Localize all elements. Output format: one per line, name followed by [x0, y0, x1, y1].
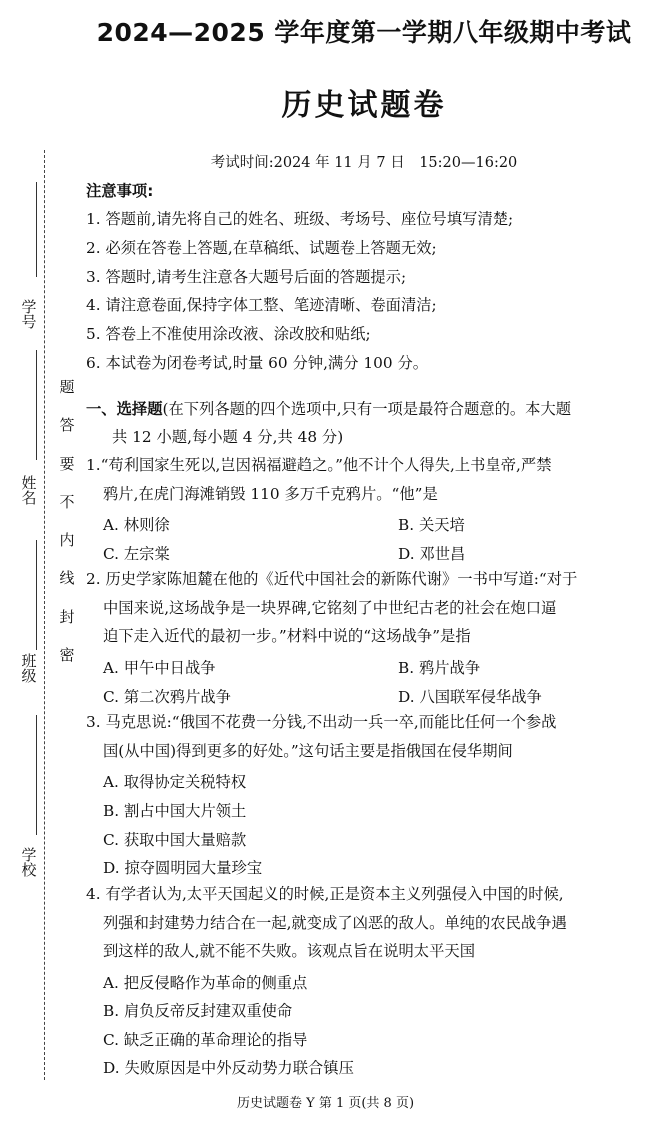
question-1-option-b: B. 关天培 [398, 516, 465, 534]
question-1-stem: 1.“苟利国家生死以,岂因祸福避趋之。”他不计个人得失,上书皇帝,严禁 [86, 456, 552, 474]
section-1-instruction-line-2: 共 12 小题,每小题 4 分,共 48 分) [112, 428, 344, 446]
question-4-stem: 列强和封建势力结合在一起,就变成了凶恶的敌人。单纯的农民战争遇 [103, 914, 567, 932]
question-2-option-c: C. 第二次鸦片战争 [103, 688, 231, 706]
exam-time: 考试时间:2024 年 11 月 7 日 15:20—16:20 [210, 155, 518, 171]
binding-margin [0, 0, 85, 1122]
field-label-school: 学校 [21, 846, 37, 879]
field-label-name: 姓名 [21, 474, 37, 507]
question-1-option-c: C. 左宗棠 [103, 545, 170, 563]
question-4-option-b: B. 肩负反帝反封建双重使命 [103, 1002, 293, 1020]
question-4-stem: 4. 有学者认为,太平天国起义的时候,正是资本主义列强侵入中国的时候, [86, 885, 564, 903]
note-item: 4. 请注意卷面,保持字体工整、笔迹清晰、卷面清洁; [86, 296, 437, 314]
student-id-blank [36, 182, 37, 277]
note-item: 3. 答题时,请考生注意各大题号后面的答题提示; [86, 268, 407, 286]
school-blank [36, 715, 37, 835]
question-1-option-d: D. 邓世昌 [398, 545, 466, 563]
seal-line [44, 150, 45, 1080]
note-item: 1. 答题前,请先将自己的姓名、班级、考场号、座位号填写清楚; [86, 210, 514, 228]
question-2-option-d: D. 八国联军侵华战争 [398, 688, 542, 706]
field-label-class: 班级 [21, 652, 37, 685]
question-2-stem: 迫下走入近代的最初一步。”材料中说的“这场战争”是指 [103, 627, 471, 645]
question-2-option-a: A. 甲午中日战争 [103, 659, 216, 677]
exam-title: 2024—2025 学年度第一学期八年级期中考试 [96, 18, 632, 47]
section-1-instruction-line-1: 一、选择题(在下列各题的四个选项中,只有一项是最符合题意的。本大题 [86, 400, 572, 418]
question-3-option-a: A. 取得协定关税特权 [103, 773, 247, 791]
seal-line-notice: 题 答 要 不 内 线 封 密 [59, 378, 75, 665]
section-1-heading: 一、选择题 [86, 400, 163, 418]
question-4-stem: 到这样的敌人,就不能不失败。该观点旨在说明太平天国 [103, 942, 475, 960]
page-footer: 历史试题卷 Y 第 1 页(共 8 页) [236, 1096, 415, 1111]
question-3-stem: 国(从中国)得到更多的好处。”这句话主要是指俄国在侵华期间 [103, 742, 513, 760]
note-item: 6. 本试卷为闭卷考试,时量 60 分钟,满分 100 分。 [86, 354, 429, 372]
question-2-stem: 中国来说,这场战争是一块界碑,它铭刻了中世纪古老的社会在炮口逼 [103, 599, 557, 617]
question-4-option-d: D. 失败原因是中外反动势力联合镇压 [103, 1059, 354, 1077]
question-3-stem: 3. 马克思说:“俄国不花费一分钱,不出动一兵一卒,而能比任何一个参战 [86, 713, 557, 731]
field-label-student-id: 学号 [21, 298, 37, 331]
question-3-option-b: B. 割占中国大片领土 [103, 802, 247, 820]
question-4-option-c: C. 缺乏正确的革命理论的指导 [103, 1031, 308, 1049]
note-item: 2. 必须在答卷上答题,在草稿纸、试题卷上答题无效; [86, 239, 437, 257]
question-2-option-b: B. 鸦片战争 [398, 659, 481, 677]
name-blank [36, 350, 37, 460]
class-blank [36, 540, 37, 650]
question-1-option-a: A. 林则徐 [103, 516, 170, 534]
question-1-stem: 鸦片,在虎门海滩销毁 110 多万千克鸦片。“他”是 [103, 485, 438, 503]
question-4-option-a: A. 把反侵略作为革命的侧重点 [103, 974, 308, 992]
question-3-option-d: D. 掠夺圆明园大量珍宝 [103, 859, 263, 877]
notes-heading: 注意事项: [86, 182, 154, 200]
question-3-option-c: C. 获取中国大量赔款 [103, 831, 247, 849]
subject-title: 历史试题卷 [281, 88, 447, 123]
question-2-stem: 2. 历史学家陈旭麓在他的《近代中国社会的新陈代谢》一书中写道:“对于 [86, 570, 578, 588]
note-item: 5. 答卷上不准使用涂改液、涂改胶和贴纸; [86, 325, 371, 343]
